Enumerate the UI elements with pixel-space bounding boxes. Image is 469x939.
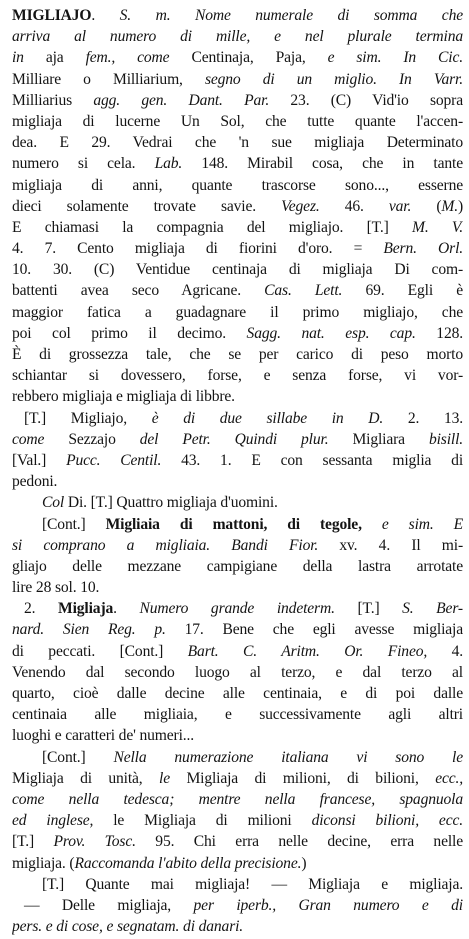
text-run: di peccati. [Cont.] (12, 642, 188, 660)
text-run: gliajo delle mezzane campigiane della lastra arrotate (12, 557, 463, 575)
text-run: . (113, 600, 140, 618)
italic-text: Bart. C. Aritm. Or. Fineo, (187, 642, 452, 660)
text-line (12, 153, 463, 174)
italic-text: le (159, 769, 187, 787)
text-line (12, 810, 463, 831)
text-run: battenti avea seco Agricane. (12, 282, 265, 300)
italic-text: arriva al numero di mille, e nel plurale termina (12, 28, 463, 46)
text-line (12, 386, 463, 407)
text-run: Sezzajo (68, 430, 140, 448)
text-run: [T.] Migliajo, (24, 409, 152, 427)
text-line (12, 895, 463, 916)
italic-text: ed inglese, (12, 812, 114, 830)
text-run: Venendo dal secondo luogo al terzo, e dal terzo al (12, 663, 463, 681)
text-line (12, 577, 463, 598)
italic-text: Cas. Lett. (264, 282, 366, 300)
text-line (12, 535, 463, 556)
italic-text: come (12, 430, 69, 448)
italic-text: Lab. (154, 155, 202, 173)
text-run: [T.] Quante mai migliaja! — Migliaja e migliaja. (42, 875, 463, 893)
text-line (12, 492, 463, 513)
text-line (12, 683, 463, 704)
italic-text: e sim. E (381, 515, 463, 533)
text-line (12, 302, 463, 323)
text-line (12, 259, 463, 280)
text-line (12, 853, 463, 874)
italic-text: agg. gen. Dant. Par. (93, 91, 291, 109)
text-line (12, 280, 463, 301)
text-run: Migliaja di milioni, di bilioni, (186, 769, 436, 787)
text-line (12, 429, 463, 450)
text-line (12, 408, 463, 429)
text-line (12, 450, 463, 471)
text-run: 4. 7. Cento migliaja di fiorini d'oro. = (12, 240, 384, 258)
text-run: maggior fatica a guadagnare il primo migliajo, che (12, 303, 463, 321)
text-run: 95. Chi erra nelle decine, erra nelle (155, 833, 463, 851)
headword: Migliaia di mattoni, di tegole, (105, 515, 382, 533)
text-run: poi col primo il decimo. (12, 324, 247, 342)
text-run: — Delle migliaja, (24, 896, 194, 914)
text-line (12, 175, 463, 196)
text-run: [T.] (12, 833, 54, 851)
text-run: 43. 1. E con sessanta miglia di (181, 451, 463, 469)
text-run: ( (436, 197, 442, 215)
text-line (12, 217, 463, 238)
text-line (12, 323, 463, 344)
text-run: quarto, cioè dalle decine alle centinaia, e di poi dalle (12, 685, 463, 702)
text-run: lire 28 sol. 10. (12, 579, 100, 597)
italic-text: in (12, 49, 46, 67)
text-run: [Val.] (12, 451, 67, 469)
italic-text: segno di un miglio. In Varr. (204, 70, 463, 88)
text-run: 46. (344, 197, 389, 215)
text-run: . (91, 7, 120, 24)
italic-text: Bern. Orl. (383, 240, 463, 258)
text-line (12, 90, 463, 111)
text-run: Milliare o Milliarium, (12, 70, 205, 88)
text-line (12, 831, 463, 852)
text-line (12, 5, 463, 26)
text-run: 148. Mirabil cosa, che in tante (201, 155, 463, 173)
italic-text: Col (42, 494, 68, 512)
text-run: migliaja di anni, quante trascorse sono..., esserne (12, 176, 463, 194)
text-line (12, 916, 463, 937)
text-line (12, 344, 463, 365)
text-run: ) (457, 197, 463, 215)
text-line (12, 874, 463, 895)
text-line (12, 747, 463, 768)
text-run: centinaia alle migliaia, e successivamente agli altri (12, 706, 463, 724)
text-run: le Migliaja di milioni (113, 812, 312, 830)
text-run: schiantar si dovessero, forse, e senza forse, vi vor- (12, 367, 463, 385)
italic-text: del Petr. Quindi plur. (139, 430, 353, 448)
text-run: ) (301, 854, 307, 872)
text-line (12, 619, 463, 640)
headword: MIGLIAJO (12, 7, 92, 24)
text-line (12, 238, 463, 259)
text-run: aja (45, 49, 86, 67)
text-line (12, 365, 463, 386)
italic-text: S. m. Nome numerale di somma che (119, 7, 463, 24)
text-run: 2. (24, 600, 59, 618)
text-run: Migliaja di unità, (12, 769, 160, 787)
text-run: 17. Bene che egli avesse migliaja (184, 621, 463, 639)
italic-text: Prov. Tosc. (53, 833, 156, 851)
italic-text: diconsi bilioni, ecc. (311, 812, 463, 830)
text-line (12, 789, 463, 810)
text-run: migliaja. ( (12, 854, 75, 872)
italic-text: ecc., (435, 769, 463, 787)
text-run: 4. (451, 642, 463, 660)
italic-text: per iperb., Gran numero e di (193, 896, 463, 914)
italic-text: bisill. (428, 430, 463, 448)
text-run: dieci solamente trovate savie. (12, 197, 282, 215)
text-run: 23. (C) Vid'io sopra (290, 91, 463, 109)
italic-text: Raccomanda l'abito della precisione. (74, 854, 302, 872)
text-line (12, 641, 463, 662)
text-run: È di grossezza tale, che se per carico di peso morto (12, 346, 463, 363)
text-line (12, 132, 463, 153)
text-line (12, 598, 463, 619)
text-run: [Cont.] (42, 515, 106, 533)
italic-text: Pucc. Centil. (66, 451, 182, 469)
italic-text: come nella tedesca; mentre nella francese, spagnuola (12, 790, 463, 808)
text-run: rebbero migliaja e migliaja di libbre. (12, 388, 235, 406)
text-run: 69. Egli è (365, 282, 463, 300)
text-line (12, 514, 463, 535)
text-run: numero si cela. (12, 155, 155, 173)
text-run: Milliarius (12, 91, 94, 109)
italic-text: fem., come (85, 49, 192, 67)
italic-text: M. V. (411, 218, 463, 236)
text-line (12, 725, 463, 746)
italic-text: Numero grande indeterm. (139, 600, 358, 618)
text-run: luoghi e caratteri de' numeri... (12, 727, 195, 745)
text-run: 2. 13. (407, 409, 463, 427)
italic-text: si comprano a migliaia. Bandi Fior. (12, 536, 340, 554)
italic-text: Nella numerazione italiana vi sono le (113, 748, 463, 766)
italic-text: M. (441, 197, 458, 215)
text-line (12, 662, 463, 683)
text-run: dea. E 29. Vedrai che 'n sue migliaja Determinato (12, 134, 463, 152)
italic-text: pers. e di cose, e segnatam. di danari. (12, 918, 244, 936)
italic-text: nard. Sien Reg. p. (12, 621, 185, 639)
text-run: pedoni. (12, 473, 58, 491)
text-line (12, 26, 463, 47)
italic-text: S. Ber- (402, 600, 463, 618)
text-line (12, 47, 463, 68)
text-line (12, 704, 463, 725)
italic-text: è di due sillabe in D. (151, 409, 408, 427)
italic-text: var. (388, 197, 437, 215)
text-line (12, 111, 463, 132)
text-run: xv. 4. Il mi- (339, 536, 463, 554)
text-run: [T.] (357, 600, 403, 618)
text-run: Migliara (352, 430, 429, 448)
text-run: migliaja di lucerne Un Sol, che tutte quante l'accen- (12, 112, 463, 130)
italic-text: e sim. In Cic. (327, 49, 463, 67)
italic-text: Vegez. (281, 197, 345, 215)
text-line (12, 196, 463, 217)
text-run: 128. (436, 324, 463, 342)
text-line (12, 471, 463, 492)
text-run: 10. 30. (C) Ventidue centinaja di migliaja Di com- (12, 261, 463, 279)
text-line (12, 69, 463, 90)
text-run: Centinaja, Paja, (191, 49, 328, 67)
text-run: E chiamasi la compagnia del migliajo. [T.] (12, 218, 412, 236)
text-run: [Cont.] (42, 748, 114, 766)
text-line (12, 556, 463, 577)
text-line (12, 768, 463, 789)
italic-text: Sagg. nat. esp. cap. (246, 324, 437, 342)
headword: Migliaja (58, 600, 114, 618)
text-run: Di. [T.] Quattro migliaja d'uomini. (67, 494, 278, 512)
